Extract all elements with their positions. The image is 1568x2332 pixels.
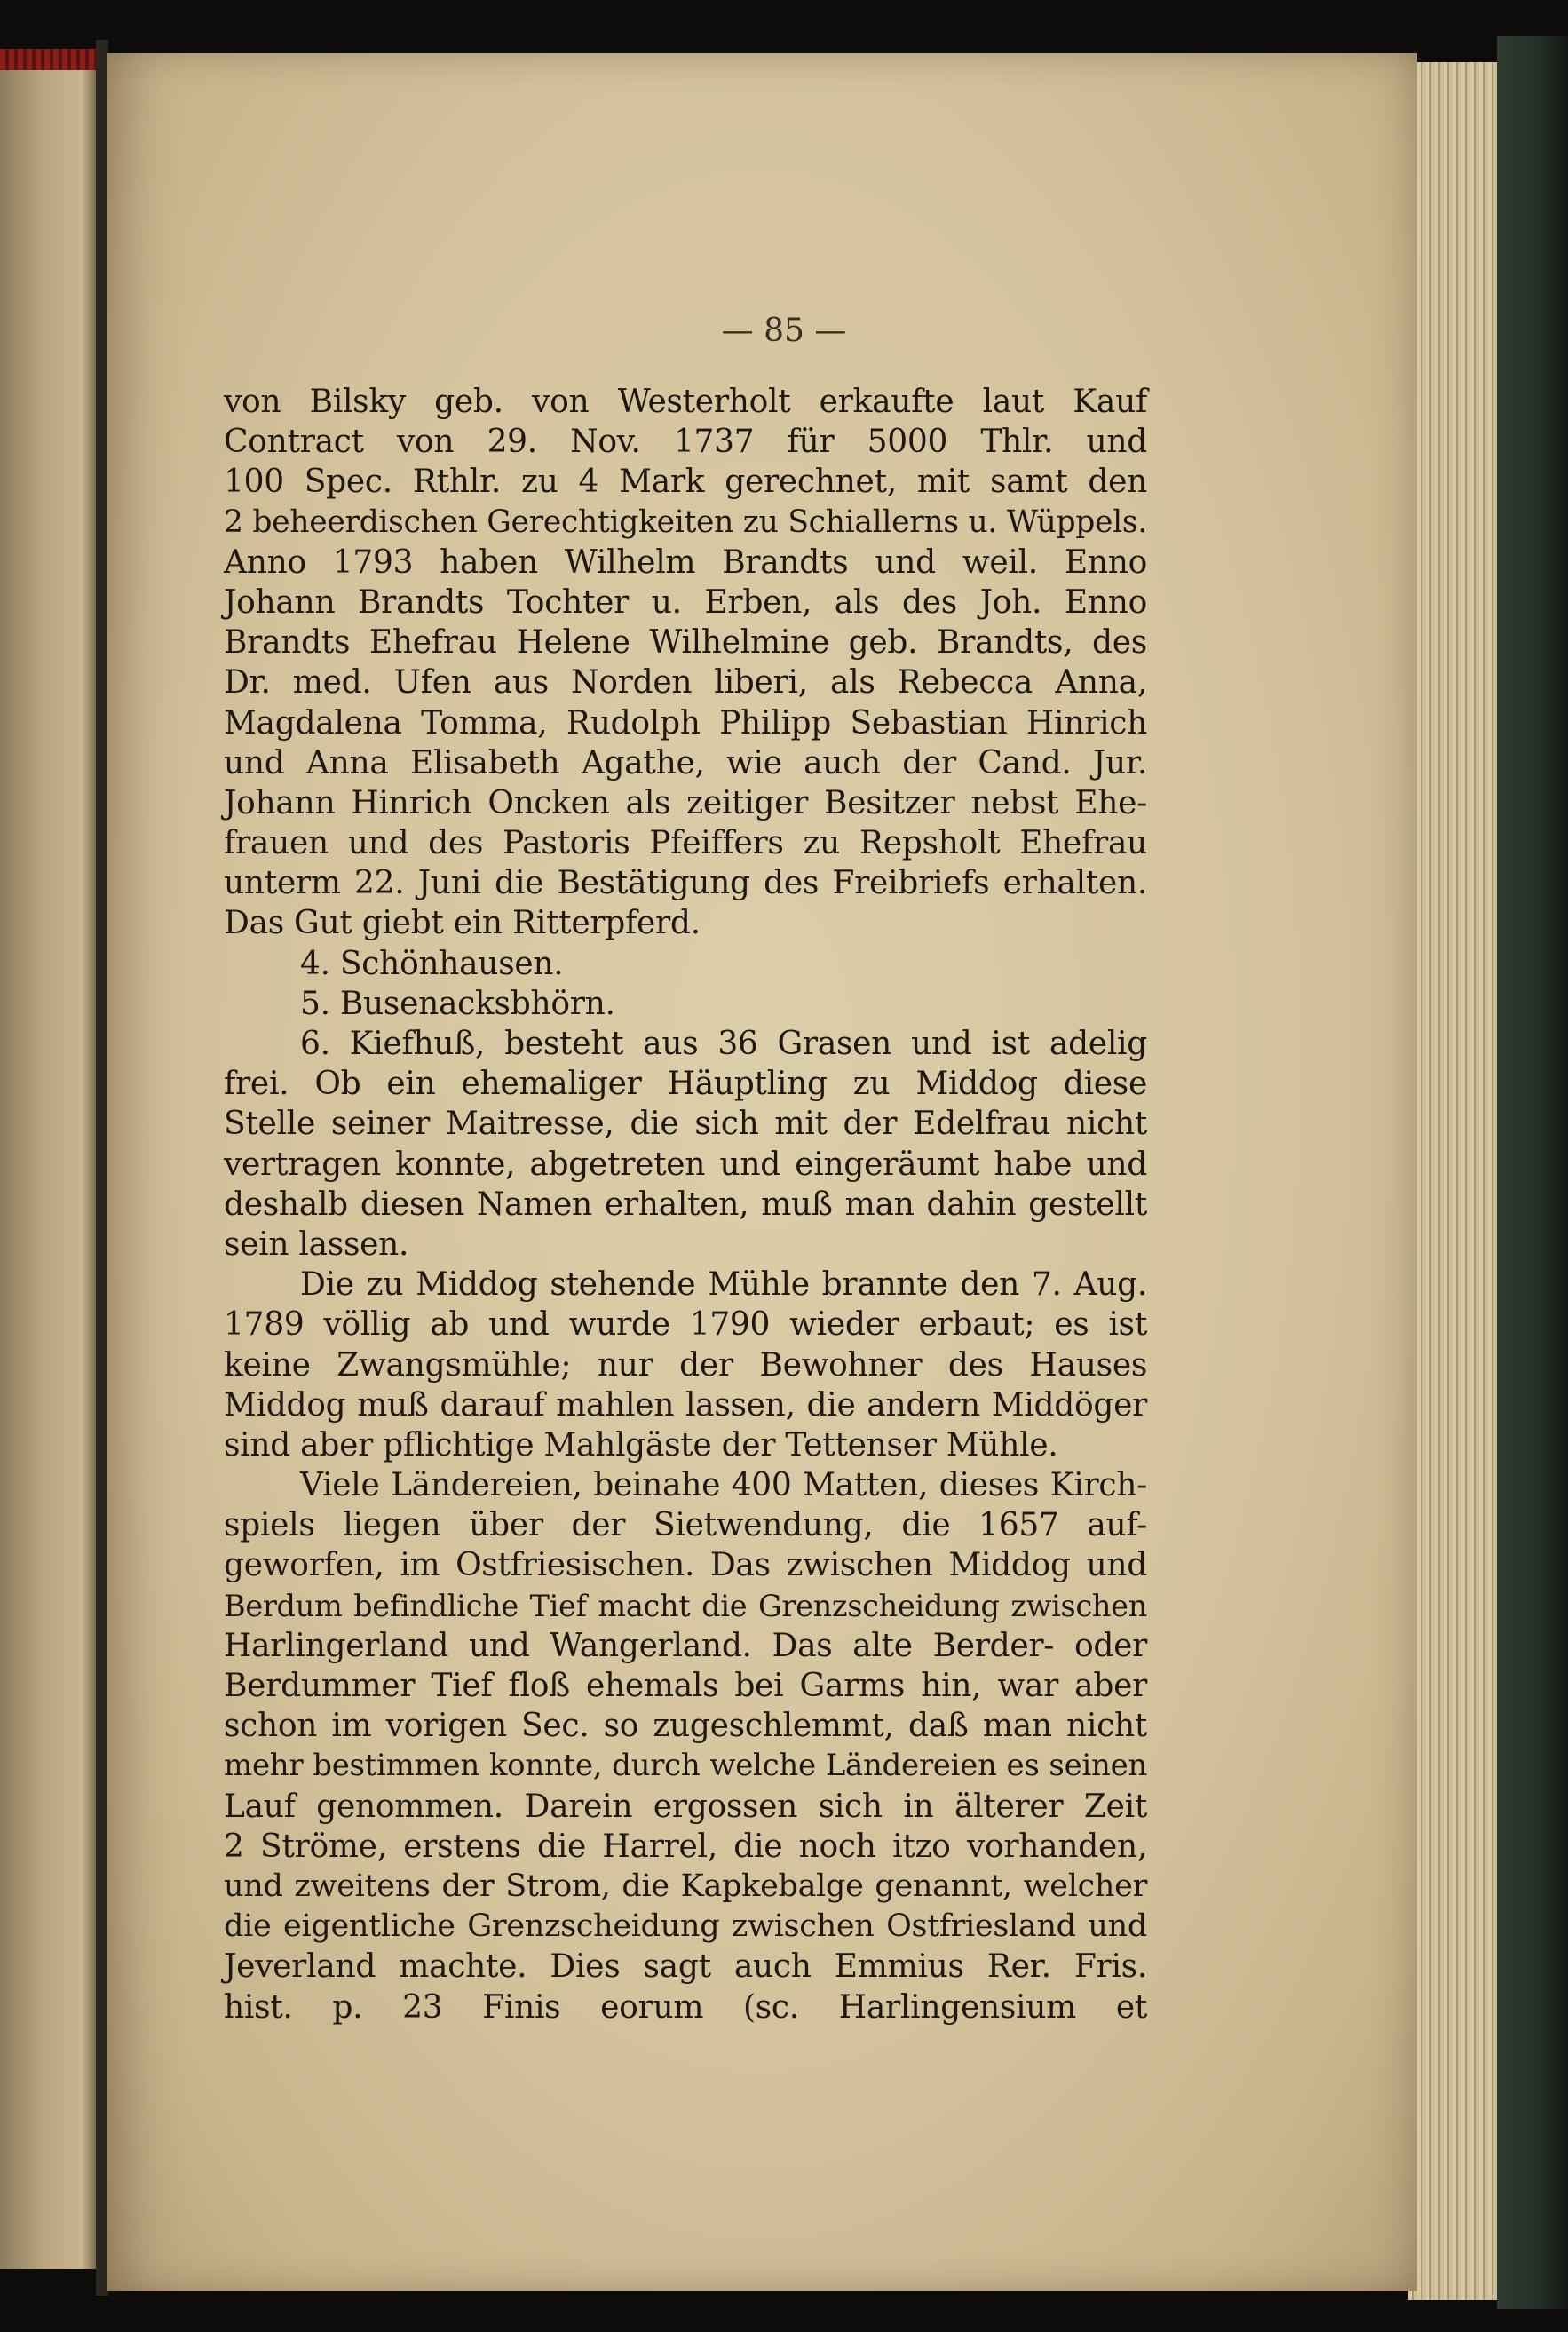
text-line: 4. Schönhausen. [300,945,564,982]
text-line: vertragen konnte, abgetreten und eingeräumt habe und [224,1146,1147,1183]
text-line: Contract von 29. Nov. 1737 für 5000 Thlr. und [224,424,1147,461]
text-line: unterm 22. Juni die Bestätigung des Freibriefs erhalten. [224,865,1147,902]
text-line: Anno 1793 haben Wilhelm Brandts und weil. Enno [224,543,1147,581]
text-line: Middog muß darauf mahlen lassen, die andern Middöger [224,1386,1147,1424]
text-line: 100 Spec. Rthlr. zu 4 Mark gerechnet, mit samt den [224,464,1147,501]
text-line: Jeverland machte. Dies sagt auch Emmius Rer. Fris. [224,1948,1147,1986]
book-cover [1497,36,1568,2309]
text-line: die eigentliche Grenzscheidung zwischen Ostfriesland und [224,1908,1147,1945]
page-number: — 85 — [721,313,847,349]
text-line: 2 beheerdischen Gerechtigkeiten zu Schiallerns u. Wüppels. [224,504,1147,540]
text-line: Die zu Middog stehende Mühle brannte den 7. Aug. [300,1266,1147,1304]
text-line: Das Gut giebt ein Ritterpferd. [224,905,701,942]
text-line: Berdum befindliche Tief macht die Grenzscheidung zwischen [224,1588,1147,1623]
text-line: mehr bestimmen konnte, durch welche Ländereien es seinen [224,1748,1147,1784]
text-line: 2 Ströme, erstens die Harrel, die noch itzo vorhanden, [224,1828,1147,1865]
text-line: 1789 völlig ab und wurde 1790 wieder erbaut; es ist [224,1306,1147,1344]
binding-ribbon [0,49,102,70]
body-text [224,382,1147,2027]
text-line: Berdummer Tief floß ehemals bei Garms hin, war aber [224,1668,1147,1704]
text-line: Viele Ländereien, beinahe 400 Matten, dieses Kirch- [300,1467,1147,1504]
text-line: Dr. med. Ufen aus Norden liberi, als Rebecca Anna, [224,664,1147,702]
text-line: keine Zwangsmühle; nur der Bewohner des Hauses [224,1346,1147,1384]
text-line: Stelle seiner Maitresse, die sich mit der Edelfrau nicht [224,1106,1147,1143]
text-line: und Anna Elisabeth Agathe, wie auch der Cand. Jur. [224,744,1147,781]
text-line: sein lassen. [224,1225,409,1263]
text-line: Lauf genommen. Darein ergossen sich in älterer Zeit [224,1788,1147,1825]
text-line: Johann Hinrich Oncken als zeitiger Besitzer nebst Ehe- [224,784,1147,821]
text-line: Magdalena Tomma, Rudolph Philipp Sebastian Hinrich [224,704,1147,742]
text-line: frauen und des Pastoris Pfeiffers zu Repsholt Ehefrau [224,825,1147,862]
text-line: sind aber pflichtige Mahlgäste der Tettenser Mühle. [224,1426,1058,1463]
text-line: hist. p. 23 Finis eorum (sc. Harlingensium et [224,1988,1147,2026]
text-line: 6. Kiefhuß, besteht aus 36 Grasen und ist adelig [300,1026,1147,1062]
text-line: und zweitens der Strom, die Kapkebalge genannt, welcher [224,1868,1147,1904]
page-edges [1408,62,1497,2300]
text-line: geworfen, im Ostfriesischen. Das zwischen Middog und [224,1547,1147,1584]
text-line: schon im vorigen Sec. so zugeschlemmt, daß man nicht [224,1708,1147,1745]
text-line: Brandts Ehefrau Helene Wilhelmine geb. Brandts, des [224,624,1147,662]
text-line: von Bilsky geb. von Westerholt erkaufte laut Kauf [224,384,1147,420]
text-line: Harlingerland und Wangerland. Das alte Berder- oder [224,1627,1147,1664]
text-line: 5. Busenacksbhörn. [300,985,615,1022]
text-line: frei. Ob ein ehemaliger Häuptling zu Middog diese [224,1066,1147,1103]
text-line: Johann Brandts Tochter u. Erben, als des Joh. Enno [224,583,1147,621]
text-line: spiels liegen über der Sietwendung, die 1657 auf- [224,1507,1147,1544]
text-line: deshalb diesen Namen erhalten, muß man dahin gestellt [224,1186,1147,1223]
left-page-edge [0,49,96,2269]
